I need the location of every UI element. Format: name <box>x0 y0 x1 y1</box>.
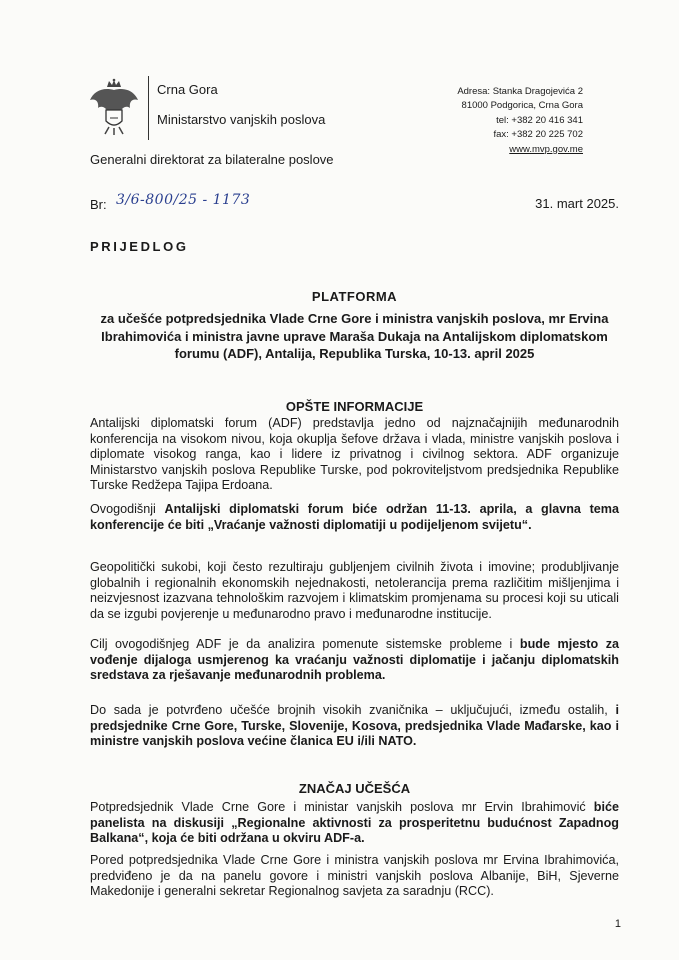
paragraph-text: Cilj ovogodišnjeg ADF je da analizira pomenute sistemske probleme i <box>90 637 520 651</box>
paragraph-text: Ovogodišnji <box>90 502 165 516</box>
paragraph-forum-dates <box>90 502 619 533</box>
paragraph-geopolitics: Geopolitički sukobi, koji često rezultiraju gubljenjem civilnih života i imovine; produbljivanje globalnih i regionalnih ekonomskih nejednakosti, netolerancija prema različitim mišljenjima i neizvjesnost izazvana tehnološkim razvojem i klimatskim promjenama su procesi koji su uticali da se izgubi povjerenje u međunarodno pravo i međunarodne institucije. <box>90 560 619 621</box>
fax-line: fax: +382 20 225 702 <box>493 129 583 141</box>
section-heading-significance: ZNAČAJ UČEŠĆA <box>298 781 411 796</box>
address-line: 81000 Podgorica, Crna Gora <box>461 100 583 112</box>
phone-line: tel: +382 20 416 341 <box>496 114 583 126</box>
paragraph-bold-text: i predsjednike Crne Gore, Turske, Slovenije, Kosova, predsjednika Vlade Mađarske, kao i ministre vanjskih poslova većine članica EU i/ili NATO. <box>90 703 619 749</box>
paragraph-bold-text: bude mjesto za vođenje dijaloga usmjerenog ka vraćanju važnosti diplomatije i jačanju diplomatskih sredstava za rješavanje međunarodnih problema. <box>90 637 619 683</box>
paragraph-forum-intro: Antalijski diplomatski forum (ADF) predstavlja jedno od najznačajnijih međunarodnih konferencija na visokom nivou, koja okuplja šefove država i vlada, ministre vanjskih poslova i diplomate visokog ranga, kao i lidere iz privatnog i civilnog sektora. ADF organizuje Ministarstvo vanjskih poslova Republike Turske, pod pokroviteljstvom predsjednika Republike Turske Redžepa Tajipa Erdoana. <box>90 416 619 493</box>
directorate-name: Generalni direktorat za bilateralne poslove <box>90 152 334 167</box>
letterhead-divider <box>148 76 149 140</box>
country-name: Crna Gora <box>157 82 218 97</box>
reference-label: Br: <box>90 197 107 212</box>
section-heading-general: OPŠTE INFORMACIJE <box>285 399 424 414</box>
website-link[interactable]: www.mvp.gov.me <box>509 143 583 155</box>
paragraph-panel <box>90 800 619 847</box>
paragraph-participants <box>90 703 619 750</box>
paragraph-text: Do sada je potvrđeno učešće brojnih visokih zvaničnika – uključujući, između ostalih, <box>90 703 616 717</box>
paragraph-text: Potpredsjednik Vlade Crne Gore i ministar vanjskih poslova mr Ervin Ibrahimović <box>90 800 594 814</box>
paragraph-bold-text: Antalijski diplomatski forum biće održan 11-13. aprila, a glavna tema konferencije će biti „Vraćanje važnosti diplomatiji u podijeljenom svijetu“. <box>90 502 619 532</box>
document-subtitle: za učešće potpredsjednika Vlade Crne Gore i ministra vanjskih poslova, mr Ervina Ibrahimovića i ministra javne uprave Maraša Dukaja na Antalijskom diplomatskom forumu (ADF), Antalija, Republika Turska, 10-13. april 2025 <box>100 311 609 361</box>
address-line: Adresa: Stanka Dragojevića 2 <box>457 86 583 97</box>
paragraph-goal <box>90 637 619 684</box>
coat-of-arms-icon <box>88 78 140 136</box>
reference-number: 3/6-800/25 - 1173 <box>116 192 251 208</box>
proposal-label: PRIJEDLOG <box>90 239 189 254</box>
paragraph-panel-speakers: Pored potpredsjednika Vlade Crne Gore i ministra vanjskih poslova mr Ervina Ibrahimovića, predviđeno je da na panelu govore i ministri vanjskih poslova Albanije, BiH, Sjeverne Makedonije i generalni sekretar Regionalnog savjeta za saradnju (RCC). <box>90 853 619 899</box>
document-title: PLATFORMA <box>311 289 398 304</box>
paragraph-bold-text: biće panelista na diskusiji „Regionalne aktivnosti za prosperitetnu budućnost Zapadnog Balkana“, koja će biti održana u okviru ADF-a. <box>90 800 619 846</box>
page-number: 1 <box>614 918 621 930</box>
ministry-name: Ministarstvo vanjskih poslova <box>157 112 326 127</box>
address-block <box>383 85 583 157</box>
document-date: 31. mart 2025. <box>535 196 619 211</box>
